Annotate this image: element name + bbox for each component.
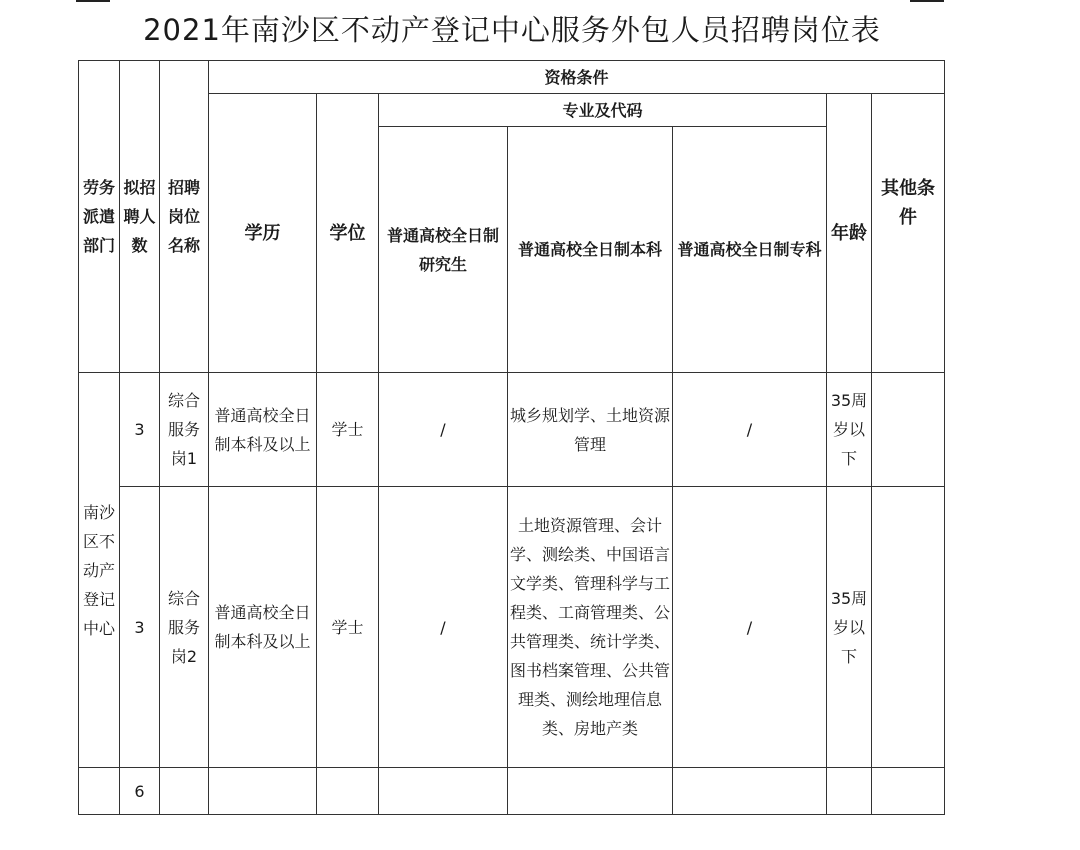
header-row-1 xyxy=(79,61,945,94)
headcount-cell: 3 xyxy=(120,487,160,768)
degree-cell: 学士 xyxy=(317,373,379,487)
header-major: 专业及代码 xyxy=(379,94,827,127)
header-position: 招聘岗位名称 xyxy=(160,61,209,373)
header-undergrad: 普通高校全日制本科 xyxy=(508,127,673,373)
position-cell: 综合服务岗2 xyxy=(160,487,209,768)
headcount-cell: 3 xyxy=(120,373,160,487)
table-row xyxy=(79,373,945,487)
empty-cell xyxy=(872,768,945,815)
header-row-2 xyxy=(79,94,945,127)
header-other: 其他条件 xyxy=(872,94,945,373)
empty-cell xyxy=(160,768,209,815)
total-row xyxy=(79,768,945,815)
empty-cell xyxy=(673,768,827,815)
top-left-rule xyxy=(76,0,110,2)
total-headcount-cell: 6 xyxy=(120,768,160,815)
grad-major-cell: / xyxy=(379,373,508,487)
undergrad-major-cell: 土地资源管理、会计学、测绘类、中国语言文学类、管理科学与工程类、工商管理类、公共管理类、统计学类、图书档案管理、公共管理类、测绘地理信息类、房地产类 xyxy=(508,487,673,768)
education-cell: 普通高校全日制本科及以上 xyxy=(209,487,317,768)
education-cell: 普通高校全日制本科及以上 xyxy=(209,373,317,487)
header-grad: 普通高校全日制研究生 xyxy=(379,127,508,373)
table-row xyxy=(79,487,945,768)
age-cell: 35周岁以下 xyxy=(827,373,872,487)
empty-cell xyxy=(379,768,508,815)
grad-major-cell: / xyxy=(379,487,508,768)
total-label-cell xyxy=(79,768,120,815)
undergrad-major-cell: 城乡规划学、土地资源管理 xyxy=(508,373,673,487)
college-major-cell: / xyxy=(673,373,827,487)
top-right-rule xyxy=(910,0,944,2)
empty-cell xyxy=(209,768,317,815)
degree-cell: 学士 xyxy=(317,487,379,768)
header-education: 学历 xyxy=(209,94,317,373)
header-age: 年龄 xyxy=(827,94,872,373)
header-headcount: 拟招聘人数 xyxy=(120,61,160,373)
college-major-cell: / xyxy=(673,487,827,768)
recruitment-table xyxy=(78,60,945,815)
header-college: 普通高校全日制专科 xyxy=(673,127,827,373)
header-dept: 劳务派遣部门 xyxy=(79,61,120,373)
empty-cell xyxy=(508,768,673,815)
other-cell xyxy=(872,487,945,768)
header-qualifications: 资格条件 xyxy=(209,61,945,94)
header-degree: 学位 xyxy=(317,94,379,373)
other-cell xyxy=(872,373,945,487)
position-cell: 综合服务岗1 xyxy=(160,373,209,487)
page-title: 2021年南沙区不动产登记中心服务外包人员招聘岗位表 xyxy=(143,13,881,47)
empty-cell xyxy=(827,768,872,815)
dept-cell: 南沙区不动产登记中心 xyxy=(79,373,120,768)
age-cell: 35周岁以下 xyxy=(827,487,872,768)
empty-cell xyxy=(317,768,379,815)
